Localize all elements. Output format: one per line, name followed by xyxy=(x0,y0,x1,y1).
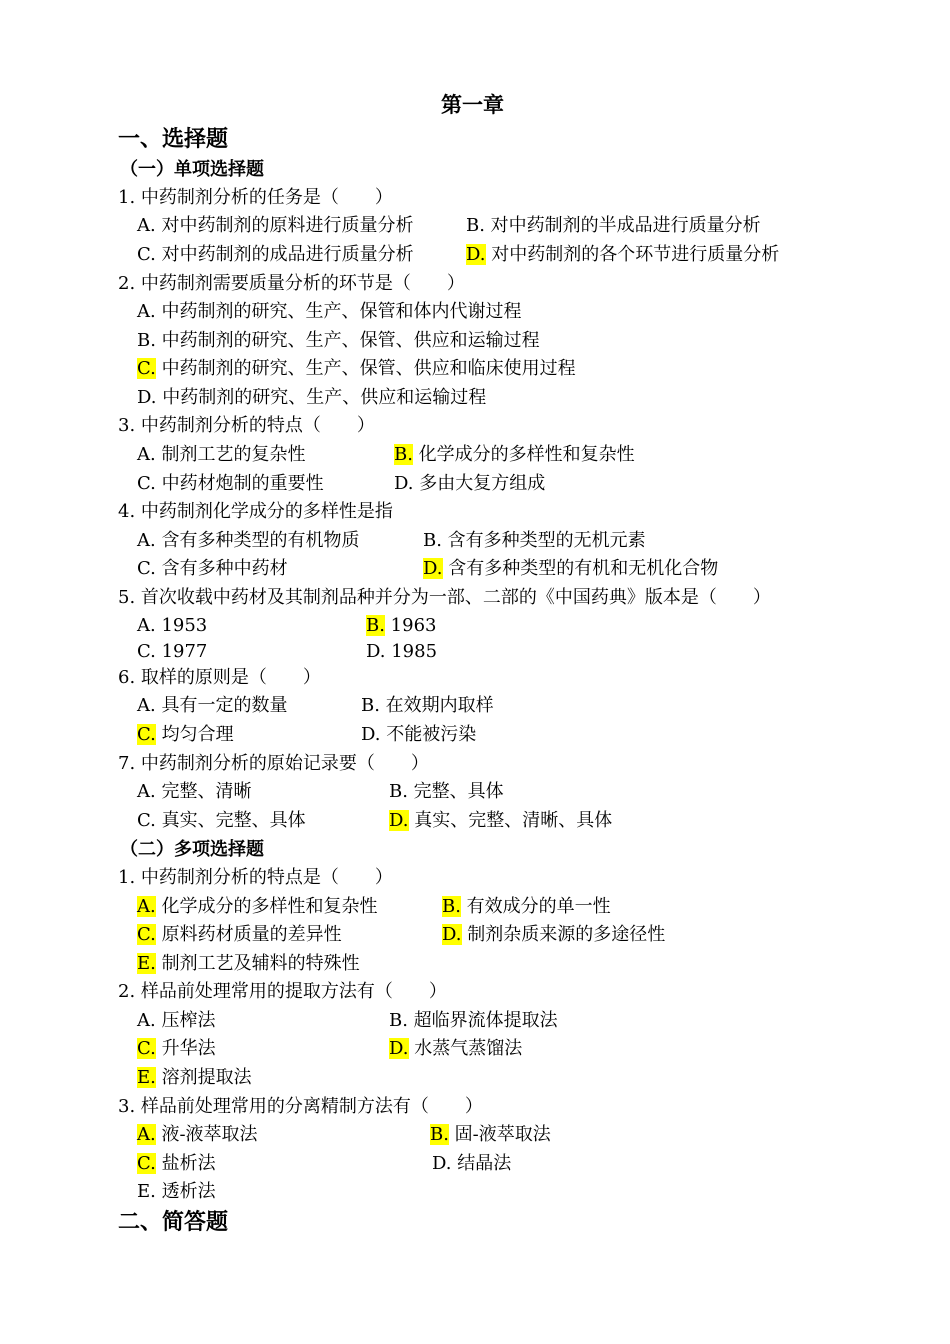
option-c: C. 含有多种中药材 xyxy=(137,558,288,579)
question-stem: 5. 首次收载中药材及其制剂品种并分为一部、二部的《中国药典》版本是（ ） xyxy=(118,587,771,608)
answer-highlight: D. xyxy=(389,810,409,831)
single-choice-title: （一）单项选择题 xyxy=(120,159,264,180)
option-b: B. 超临界流体提取法 xyxy=(389,1010,558,1031)
option-b: B. 中药制剂的研究、生产、保管、供应和运输过程 xyxy=(137,330,540,351)
answer-highlight: E. xyxy=(137,953,156,974)
option-b: B. 有效成分的单一性 xyxy=(442,896,611,917)
option-c: C. 中药制剂的研究、生产、保管、供应和临床使用过程 xyxy=(137,358,576,379)
option-c: C. 均匀合理 xyxy=(137,724,234,745)
answer-highlight: B. xyxy=(366,615,385,636)
option-e: E. 透析法 xyxy=(137,1181,216,1202)
section-short-answer-title: 二、简答题 xyxy=(118,1209,229,1235)
option-b: B. 含有多种类型的无机元素 xyxy=(423,530,646,551)
answer-highlight: B. xyxy=(394,444,413,465)
answer-highlight: D. xyxy=(389,1038,409,1059)
option-e: E. 制剂工艺及辅料的特殊性 xyxy=(137,953,360,974)
answer-highlight: A. xyxy=(137,896,156,917)
answer-highlight: D. xyxy=(466,244,486,265)
answer-highlight: B. xyxy=(442,896,461,917)
option-b: B. 在效期内取样 xyxy=(361,695,494,716)
option-d: D. 水蒸气蒸馏法 xyxy=(389,1038,523,1059)
option-d: D. 对中药制剂的各个环节进行质量分析 xyxy=(466,244,780,265)
option-b: B. 完整、具体 xyxy=(389,781,504,802)
multi-choice-title: （二）多项选择题 xyxy=(120,839,264,860)
option-b: B. 对中药制剂的半成品进行质量分析 xyxy=(466,215,761,236)
option-b: B. 1963 xyxy=(366,615,437,636)
option-a: A. 完整、清晰 xyxy=(137,781,252,802)
question-stem: 2. 中药制剂需要质量分析的环节是（ ） xyxy=(118,273,465,294)
answer-highlight: C. xyxy=(137,924,156,945)
option-b: B. 化学成分的多样性和复杂性 xyxy=(394,444,635,465)
question-stem: 3. 中药制剂分析的特点（ ） xyxy=(118,415,375,436)
option-a: A. 液-液萃取法 xyxy=(137,1124,258,1145)
option-c: C. 盐析法 xyxy=(137,1153,216,1174)
option-c: C. 中药材炮制的重要性 xyxy=(137,473,324,494)
answer-highlight: E. xyxy=(137,1067,156,1088)
option-a: A. 含有多种类型的有机物质 xyxy=(137,530,360,551)
option-d: D. 真实、完整、清晰、具体 xyxy=(389,810,613,831)
option-d: D. 含有多种类型的有机和无机化合物 xyxy=(423,558,719,579)
option-c: C. 真实、完整、具体 xyxy=(137,810,306,831)
question-stem: 1. 中药制剂分析的任务是（ ） xyxy=(118,187,393,208)
option-d: D. 制剂杂质来源的多途径性 xyxy=(442,924,666,945)
option-e: E. 溶剂提取法 xyxy=(137,1067,252,1088)
answer-highlight: A. xyxy=(137,1124,156,1145)
option-a: A. 化学成分的多样性和复杂性 xyxy=(137,896,378,917)
option-b: B. 固-液萃取法 xyxy=(430,1124,551,1145)
answer-highlight: D. xyxy=(442,924,462,945)
answer-highlight: C. xyxy=(137,1038,156,1059)
question-stem: 2. 样品前处理常用的提取方法有（ ） xyxy=(118,981,447,1002)
question-stem: 1. 中药制剂分析的特点是（ ） xyxy=(118,867,393,888)
option-a: A. 具有一定的数量 xyxy=(137,695,288,716)
option-d: D. 1985 xyxy=(366,641,438,662)
option-c: C. 1977 xyxy=(137,641,208,662)
answer-highlight: C. xyxy=(137,1153,156,1174)
option-a: A. 制剂工艺的复杂性 xyxy=(137,444,306,465)
option-d: D. 多由大复方组成 xyxy=(394,473,546,494)
option-a: A. 对中药制剂的原料进行质量分析 xyxy=(137,215,414,236)
answer-highlight: C. xyxy=(137,724,156,745)
option-c: C. 升华法 xyxy=(137,1038,216,1059)
option-d: D. 不能被污染 xyxy=(361,724,477,745)
option-c: C. 原料药材质量的差异性 xyxy=(137,924,342,945)
answer-highlight: C. xyxy=(137,358,156,379)
question-stem: 6. 取样的原则是（ ） xyxy=(118,667,321,688)
option-a: A. 中药制剂的研究、生产、保管和体内代谢过程 xyxy=(137,301,522,322)
question-stem: 4. 中药制剂化学成分的多样性是指 xyxy=(118,501,393,522)
answer-highlight: D. xyxy=(423,558,443,579)
option-d: D. 结晶法 xyxy=(432,1153,512,1174)
section-choice-title: 一、选择题 xyxy=(118,126,229,152)
option-a: A. 1953 xyxy=(137,615,208,636)
option-c: C. 对中药制剂的成品进行质量分析 xyxy=(137,244,414,265)
option-a: A. 压榨法 xyxy=(137,1010,216,1031)
answer-highlight: B. xyxy=(430,1124,449,1145)
question-stem: 3. 样品前处理常用的分离精制方法有（ ） xyxy=(118,1096,483,1117)
question-stem: 7. 中药制剂分析的原始记录要（ ） xyxy=(118,753,429,774)
chapter-title: 第一章 xyxy=(441,92,504,117)
option-d: D. 中药制剂的研究、生产、供应和运输过程 xyxy=(137,387,487,408)
